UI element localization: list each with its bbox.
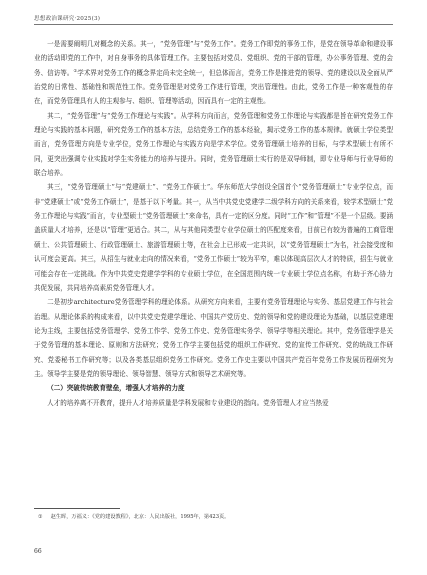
header-divider bbox=[34, 24, 393, 25]
paragraph bbox=[34, 37, 393, 109]
paragraph: 其三，“党务管理硕士”与“党建硕士”、“党务工作硕士”。华东师范大学创设全国首个“党务管理硕士”专业学位点，而非“党建硕士”或“党务工作硕士”，是基于以下考量。其一，从当中共党史党建学二级学科方向的关系来看，较学术型硕士“党务工作理论与实践”而言，专业型硕士“党务管理硕士”来命名，具有一定的区分度。同时“工作”和“管理”不是一个层级。要涵盖质量人才培养，还是以“管理”更适合。其二，从与其他同类型专业学位硕士的匹配度来看，目前已有较为普遍的工商管理硕士、公共管理硕士、行政管理硕士、旅游管理硕士等，在社会上已形成一定共识，以“党务管理硕士”为名，社会接受度和认可度会更高。其三，从招生与就业走向的情况来看，“党务工作硕士”较为平窄，难以体现高层次人才的特质，招生与就业可能会存在一定挑战。作为中共党史党建学学科的专业硕士学位，在全国范围内统一专业硕士学位点名称，有助于齐心协力共促发展，共同培养高素质党务管理人才。 bbox=[34, 183, 393, 292]
footnote-reference: ① bbox=[73, 67, 78, 73]
footnote-text: 赵生晖，万福义：《党的建设教程》，北京：人民出版社，1995年，第423页。 bbox=[50, 514, 230, 520]
footnote-marker: ① bbox=[38, 514, 43, 520]
paragraph: 其二，“党务管理”与“党务工作理论与实践”。从学科方向而言，党务管理和党务工作理论与实践都是旨在研究党务工作理论与实践的基本问题，研究党务工作的基本方法，总结党务工作的基本经验，揭示党务工作的基本规律。就硕士学位类型而言，党务管理方向是专业学位，党务工作理论与实践方向是学术学位。党务管理硕士培养的目标，与学术型硕士有所不同，更突出强调专业实践对学生实务能力的培养与提升。同时，党务管理硕士实行的是双导师制，即专业导师与行业导师的联合培养。 bbox=[34, 111, 393, 178]
paragraph-text: 一是需要阐明几对概念的关系。其一，“党务管理”与“党务工作”。党务工作即党的事务工作，是党在领导革命和建设事业的活动即党的工作中，对自身事务的具体管理工作。主要包括对党员、党组织、党的干部的管理，办公事务管理、党的会务、信访等。 bbox=[34, 40, 393, 77]
body-text bbox=[34, 37, 393, 410]
journal-header: 思想政治课研究·2025(3) bbox=[34, 16, 101, 22]
section-heading: （二）突破传统教育壁垒，增强人才培养的力度 bbox=[47, 384, 185, 393]
footnote bbox=[38, 513, 388, 520]
paragraph: 人才的培养离不开教育，提升人才培养质量是学科发展和专业建设的指向。党务管理人才应当热爱 bbox=[47, 398, 329, 407]
page-number: 66 bbox=[34, 548, 42, 555]
footnote-divider bbox=[34, 508, 120, 509]
paragraph: 二是初步architecture党务管理学科的理论体系。从研究方向来看，主要有党务管理理论与实务、基层党建工作与社会治理。从理论体系的构成来看，以中共党史党建学理论、中国共产党历史、党的领导和党的建设理论为基础，以基层党建理论为主线，主要包括党务管理学、党务工作学、党务工作史、党务管理实务学、领导学等相关理论。其中，党务管理学是关于党务管理的基本理论、原则和方法研究；党务工作学主要包括党的组织工作研究、党的宣传工作研究、党的统战工作研究、党委秘书工作研究等；以及各类基层组织党务工作研究。党务工作史主要以中国共产党百年党务工作发展历程研究为主。领导学主要是党的领导理论、领导智慧、领导方式和领导艺术研究等。 bbox=[34, 298, 393, 378]
paragraph-text: 学术界对党务工作的概念界定尚未完全统一，但总体而言，党务工作是推进党的领导、党的建设以及全面从严治党的日常性、基础性和规范性工作。党务管理是对党务工作进行管理，突出管理性。由此，党务工作是一种客观性的存在，而党务管理具有人的主观参与、组织、管理等活动，因而具有一定的主观性。 bbox=[34, 68, 393, 106]
